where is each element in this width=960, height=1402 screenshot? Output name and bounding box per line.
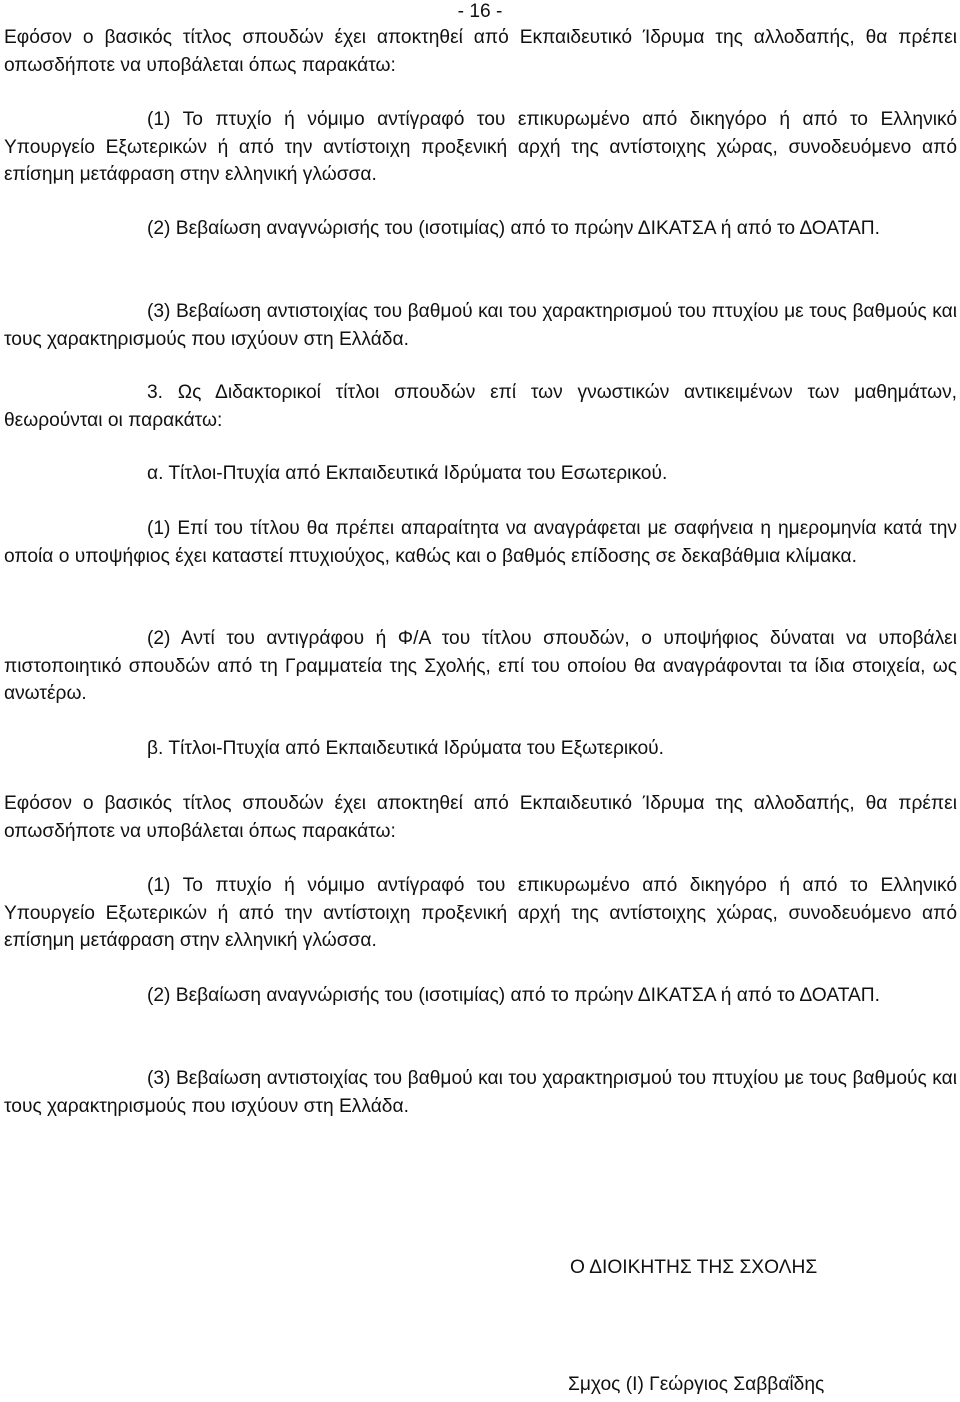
paragraph-item-2-recognition: (2) Βεβαίωση αναγνώρισής του (ισοτιμίας) από το πρώην ΔΙΚΑΤΣΑ ή από το ΔΟΑΤΑΠ. (147, 218, 880, 239)
paragraph-item-3-correspondence-2: (3) Βεβαίωση αντιστοιχίας του βαθμού και του χαρακτηρισμού του πτυχίου με τους βαθμούς και τους χαρακτηρισμούς που ισχύουν στη Ελλάδα. (4, 1068, 957, 1117)
paragraph-item-1-degree-copy: (1) Το πτυχίο ή νόμιμο αντίγραφό του επικυρωμένο από δικηγόρο ή από το Ελληνικό Υπουργείο Εξωτερικών ή από την αντίστοιχη προξενική αρχή της αντίστοιχης χώρας, συνοδευόμενο από επίσημη μετάφραση στην ελληνική γλώσσα. (4, 109, 957, 185)
paragraph-foreign-degree-intro: Εφόσον ο βασικός τίτλος σπουδών έχει αποκτηθεί από Εκπαιδευτικό Ίδρυμα της αλλοδαπής, θα πρέπει οπωσδήποτε να υποβάλεται όπως παρακάτω: (4, 27, 957, 76)
paragraph-item-3-correspondence: (3) Βεβαίωση αντιστοιχίας του βαθμού και του χαρακτηρισμού του πτυχίου με τους βαθμούς και τους χαρακτηρισμούς που ισχύουν στη Ελλάδα. (4, 301, 957, 350)
paragraph-item-1-degree-copy-2: (1) Το πτυχίο ή νόμιμο αντίγραφό του επικυρωμένο από δικηγόρο ή από το Ελληνικό Υπουργείο Εξωτερικών ή από την αντίστοιχη προξενική αρχή της αντίστοιχης χώρας, συνοδευόμενο από επίσημη μετάφραση στην ελληνική γλώσσα. (4, 875, 957, 951)
signature-title: Ο ΔΙΟΙΚΗΤΗΣ ΤΗΣ ΣΧΟΛΗΣ (570, 1257, 818, 1278)
subheading-b-foreign-institutions: β. Τίτλοι-Πτυχία από Εκπαιδευτικά Ιδρύματα του Εξωτερικού. (147, 738, 664, 759)
page-number: - 16 - (457, 1, 503, 22)
paragraph-domestic-item-2: (2) Αντί του αντιγράφου ή Φ/Α του τίτλου σπουδών, ο υποψήφιος δύναται να υποβάλει πιστοποιητικό σπουδών από τη Γραμματεία της Σχολής, επί του οποίου θα αναγράφονται τα ίδια στοιχεία, ως ανωτέρω. (4, 628, 957, 704)
subheading-a-domestic-institutions: α. Τίτλοι-Πτυχία από Εκπαιδευτικά Ιδρύματα του Εσωτερικού. (147, 463, 668, 484)
paragraph-domestic-item-1: (1) Επί του τίτλου θα πρέπει απαραίτητα να αναγράφεται με σαφήνεια η ημερομηνία κατά την οποία ο υποψήφιος έχει καταστεί πτυχιούχος, καθώς και ο βαθμός επίδοσης σε δεκαβάθμια κλίμακα. (4, 518, 957, 567)
signature-name: Σμχος (Ι) Γεώργιος Σαββαΐδης (568, 1374, 825, 1395)
paragraph-foreign-degree-intro-2: Εφόσον ο βασικός τίτλος σπουδών έχει αποκτηθεί από Εκπαιδευτικό Ίδρυμα της αλλοδαπής, θα πρέπει οπωσδήποτε να υποβάλεται όπως παρακάτω: (4, 793, 957, 842)
paragraph-section-3-doctoral-titles: 3. Ως Διδακτορικοί τίτλοι σπουδών επί των γνωστικών αντικειμένων των μαθημάτων, θεωρούνται οι παρακάτω: (4, 382, 957, 431)
paragraph-item-2-recognition-2: (2) Βεβαίωση αναγνώρισής του (ισοτιμίας) από το πρώην ΔΙΚΑΤΣΑ ή από το ΔΟΑΤΑΠ. (147, 985, 880, 1006)
